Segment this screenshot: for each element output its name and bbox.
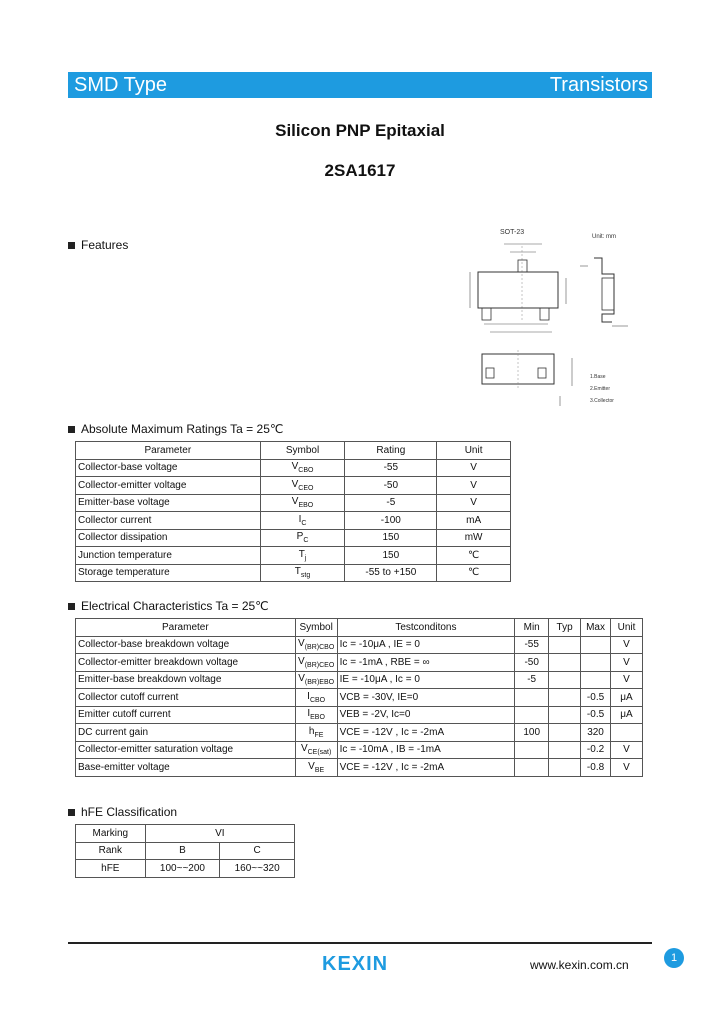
table-row [76, 860, 295, 878]
hfe-range-cell: 160~~320 [220, 860, 295, 878]
package-drawing [462, 226, 662, 412]
symbol-cell: $V_{EBO}$ [260, 494, 345, 512]
param-cell: DC current gain [76, 724, 296, 742]
symbol-cell: $V_{(BR)CBO}$ [295, 636, 337, 654]
min-cell [515, 706, 549, 724]
symbol-cell: $P_C$ [260, 529, 345, 547]
param-cell: Emitter-base breakdown voltage [76, 671, 296, 689]
table-row [76, 671, 643, 689]
features-heading [68, 238, 128, 252]
table-row [76, 477, 511, 495]
pin-2-label: 2.Emitter [590, 386, 611, 392]
rank-label-cell: Rank [76, 842, 146, 860]
pin-3-label: 3.Collector [590, 398, 614, 404]
min-cell: -5 [515, 671, 549, 689]
rating-cell: -55 [345, 459, 437, 477]
header-cell: Parameter [76, 442, 261, 460]
table-row [76, 459, 511, 477]
rating-cell: -55 to +150 [345, 564, 437, 582]
typ-cell [549, 741, 581, 759]
unit-cell: μA [611, 706, 643, 724]
package-name: SOT-23 [500, 229, 525, 236]
table-row [76, 564, 511, 582]
param-cell: Junction temperature [76, 547, 261, 565]
header-cell: Typ [549, 619, 581, 637]
abs-max-table [75, 441, 511, 582]
param-cell: Collector current [76, 512, 261, 530]
footer-divider [68, 942, 652, 944]
condition-cell: IE = -10μA , Ic = 0 [337, 671, 515, 689]
unit-cell [611, 724, 643, 742]
table-row [76, 724, 643, 742]
min-cell [515, 741, 549, 759]
typ-cell [549, 759, 581, 777]
header-cell: Symbol [295, 619, 337, 637]
header-cell: Rating [345, 442, 437, 460]
condition-cell: VCE = -12V , Ic = -2mA [337, 759, 515, 777]
typ-cell [549, 636, 581, 654]
param-cell: Collector dissipation [76, 529, 261, 547]
symbol-cell: $T_j$ [260, 547, 345, 565]
symbol-cell: $V_{CEO}$ [260, 477, 345, 495]
table-header-row [76, 442, 511, 460]
table-row [76, 529, 511, 547]
header-cell: Unit [437, 442, 511, 460]
hfe-label: hFE Classification [81, 805, 178, 819]
param-cell: Storage temperature [76, 564, 261, 582]
table-row [76, 547, 511, 565]
unit-cell: μA [611, 689, 643, 707]
max-cell: 320 [581, 724, 611, 742]
symbol-cell: $I_C$ [260, 512, 345, 530]
unit-cell: V [611, 671, 643, 689]
max-cell [581, 636, 611, 654]
unit-cell: V [611, 654, 643, 672]
page-number-badge: 1 [664, 948, 684, 968]
rating-cell: -50 [345, 477, 437, 495]
hfe-label-cell: hFE [76, 860, 146, 878]
typ-cell [549, 671, 581, 689]
symbol-cell: $T_{stg}$ [260, 564, 345, 582]
max-cell [581, 654, 611, 672]
unit-cell: ℃ [437, 564, 511, 582]
typ-cell [549, 706, 581, 724]
symbol-cell: $V_{CBO}$ [260, 459, 345, 477]
param-cell: Collector-emitter saturation voltage [76, 741, 296, 759]
unit-cell: V [437, 494, 511, 512]
table-row [76, 706, 643, 724]
hfe-range-cell: 100~~200 [145, 860, 220, 878]
rank-cell: C [220, 842, 295, 860]
unit-cell: V [611, 741, 643, 759]
symbol-cell: $I_{CBO}$ [295, 689, 337, 707]
unit-cell: mW [437, 529, 511, 547]
table-row [76, 825, 295, 843]
header-cell: Unit [611, 619, 643, 637]
hfe-table [75, 824, 295, 878]
features-label: Features [81, 238, 129, 252]
bullet-icon [68, 426, 75, 433]
footer-url[interactable]: www.kexin.com.cn [530, 958, 629, 972]
rank-cell: B [145, 842, 220, 860]
table-row [76, 654, 643, 672]
elec-label: Electrical Characteristics Ta = 25℃ [81, 599, 269, 613]
table-row [76, 636, 643, 654]
symbol-cell: $V_{(BR)EBO}$ [295, 671, 337, 689]
unit-cell: V [611, 759, 643, 777]
header-bar [68, 72, 652, 98]
bullet-icon [68, 603, 75, 610]
symbol-cell: $I_{EBO}$ [295, 706, 337, 724]
pin-1-label: 1.Base [590, 374, 606, 380]
rating-cell: -5 [345, 494, 437, 512]
param-cell: Collector-emitter voltage [76, 477, 261, 495]
condition-cell: VEB = -2V, Ic=0 [337, 706, 515, 724]
min-cell: -50 [515, 654, 549, 672]
table-row [76, 512, 511, 530]
table-row [76, 741, 643, 759]
param-cell: Collector cutoff current [76, 689, 296, 707]
param-cell: Collector-emitter breakdown voltage [76, 654, 296, 672]
table-row [76, 689, 643, 707]
header-cell: Min [515, 619, 549, 637]
condition-cell: Ic = -10mA , IB = -1mA [337, 741, 515, 759]
elec-table [75, 618, 643, 777]
param-cell: Collector-base breakdown voltage [76, 636, 296, 654]
marking-label-cell: Marking [76, 825, 146, 843]
max-cell: -0.5 [581, 706, 611, 724]
abs-max-label: Absolute Maximum Ratings Ta = 25℃ [81, 422, 284, 436]
doc-title: Silicon PNP Epitaxial [275, 121, 445, 140]
unit-cell: ℃ [437, 547, 511, 565]
rating-cell: 150 [345, 529, 437, 547]
condition-cell: VCE = -12V , Ic = -2mA [337, 724, 515, 742]
kexin-logo: KEXIN [322, 953, 389, 975]
condition-cell: VCB = -30V, IE=0 [337, 689, 515, 707]
unit-cell: V [437, 459, 511, 477]
condition-cell: Ic = -10μA , IE = 0 [337, 636, 515, 654]
rating-cell: -100 [345, 512, 437, 530]
header-cell: Testconditons [337, 619, 515, 637]
typ-cell [549, 689, 581, 707]
table-row [76, 759, 643, 777]
header-transistors: Transistors [549, 74, 648, 96]
param-cell: Emitter cutoff current [76, 706, 296, 724]
part-number: 2SA1617 [324, 161, 396, 180]
unit-cell: mA [437, 512, 511, 530]
hfe-heading [68, 805, 177, 819]
min-cell: 100 [515, 724, 549, 742]
table-row [76, 494, 511, 512]
param-cell: Emitter-base voltage [76, 494, 261, 512]
min-cell [515, 689, 549, 707]
rating-cell: 150 [345, 547, 437, 565]
abs-max-heading [68, 422, 283, 436]
unit-cell: V [611, 636, 643, 654]
symbol-cell: $V_{BE}$ [295, 759, 337, 777]
param-cell: Base-emitter voltage [76, 759, 296, 777]
unit-cell: V [437, 477, 511, 495]
typ-cell [549, 724, 581, 742]
min-cell: -55 [515, 636, 549, 654]
typ-cell [549, 654, 581, 672]
bullet-icon [68, 242, 75, 249]
min-cell [515, 759, 549, 777]
symbol-cell: $V_{CE(sat)}$ [295, 741, 337, 759]
header-cell: Max [581, 619, 611, 637]
max-cell: -0.2 [581, 741, 611, 759]
max-cell: -0.5 [581, 689, 611, 707]
marking-value-cell: VI [145, 825, 294, 843]
max-cell: -0.8 [581, 759, 611, 777]
table-header-row [76, 619, 643, 637]
symbol-cell: $V_{(BR)CEO}$ [295, 654, 337, 672]
header-smd-type: SMD Type [74, 74, 167, 96]
max-cell [581, 671, 611, 689]
header-cell: Symbol [260, 442, 345, 460]
header-cell: Parameter [76, 619, 296, 637]
bullet-icon [68, 809, 75, 816]
elec-heading [68, 599, 269, 613]
symbol-cell: $h_{FE}$ [295, 724, 337, 742]
table-row [76, 842, 295, 860]
condition-cell: Ic = -1mA , RBE = ∞ [337, 654, 515, 672]
param-cell: Collector-base voltage [76, 459, 261, 477]
package-unit: Unit: mm [592, 234, 616, 240]
